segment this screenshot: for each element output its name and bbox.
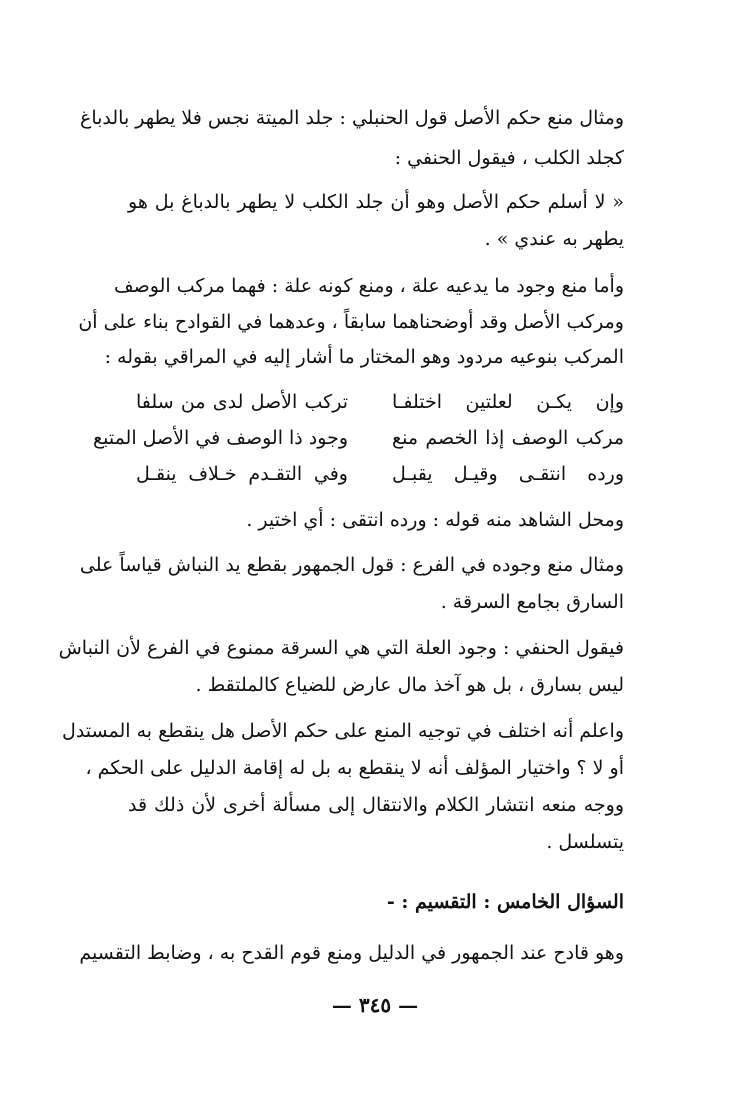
quotation-line-1: « لا أسلم حكم الأصل وهو أن جلد الكلب لا يطهر بالدباغ بل هو <box>128 191 624 213</box>
verse-2-first-hemistich: مركب الوصف إذا الخصم منع <box>392 427 624 449</box>
paragraph-8-line-3: ووجه منعه انتشار الكلام والانتقال إلى مسألة أخرى لأن ذلك قد <box>128 794 624 816</box>
paragraph-1-line-1: ومثال منع حكم الأصل قول الحنبلي : جلد الميتة نجس فلا يطهر بالدباغ <box>79 107 624 129</box>
verse-3-first-hemistich: ورده انتقـى وقيـل يقبـل <box>392 463 624 485</box>
paragraph-10-line-1: وهو قادح عند الجمهور في الدليل ومنع قوم القدح به ، وضابط التقسيم <box>79 942 624 964</box>
verse-2-second-hemistich: وجود ذا الوصف في الأصل المتبع <box>92 427 348 449</box>
paragraph-7-line-2: ليس بسارق ، بل هو آخذ مال عارض للضياع كالملتقط . <box>195 674 624 696</box>
paragraph-8-line-4: يتسلسل . <box>546 831 624 853</box>
paragraph-8-line-1: واعلم أنه اختلف في توجيه المنع على حكم الأصل هل ينقطع به المستدل <box>62 720 624 742</box>
paragraph-8-line-2: أو لا ؟ واختيار المؤلف أنه لا ينقطع به بل له إقامة الدليل على الحكم ، <box>85 757 624 779</box>
paragraph-7-line-1: فيقول الحنفي : وجود العلة التي هي السرقة ممنوع في الفرع لأن النباش <box>58 637 624 659</box>
paragraph-6-line-1: ومثال منع وجوده في الفرع : قول الجمهور بقطع يد النباش قياساً على <box>79 554 624 576</box>
paragraph-3-line-2: ومركب الأصل وقد أوضحناهما سابقاً ، وعدهما في القوادح بناء على أن <box>78 311 624 333</box>
page-number: — ٣٤٥ — <box>331 993 419 1017</box>
verse-3-second-hemistich: وفي التقـدم خـلاف ينقـل <box>136 463 348 485</box>
verse-1-second-hemistich: تركب الأصل لدى من سلفا <box>136 391 348 413</box>
paragraph-5-line-1: ومحل الشاهد منه قوله : ورده انتقى : أي اختير . <box>246 509 624 531</box>
paragraph-3-line-1: وأما منع وجود ما يدعيه علة ، ومنع كونه علة : فهما مركب الوصف <box>114 275 624 297</box>
paragraph-1-line-2: كجلد الكلب ، فيقول الحنفي : <box>394 147 624 169</box>
quotation-line-2: يطهر به عندي » . <box>484 228 624 250</box>
section-heading: السؤال الخامس : التقسيم : - <box>386 891 624 913</box>
paragraph-3-line-3: المركب بنوعيه مردود وهو المختار ما أشار إليه في المراقي بقوله : <box>104 346 624 368</box>
paragraph-6-line-2: السارق بجامع السرقة . <box>440 591 624 613</box>
verse-1-first-hemistich: وإن يكـن لعلتين اختلفـا <box>392 391 624 413</box>
